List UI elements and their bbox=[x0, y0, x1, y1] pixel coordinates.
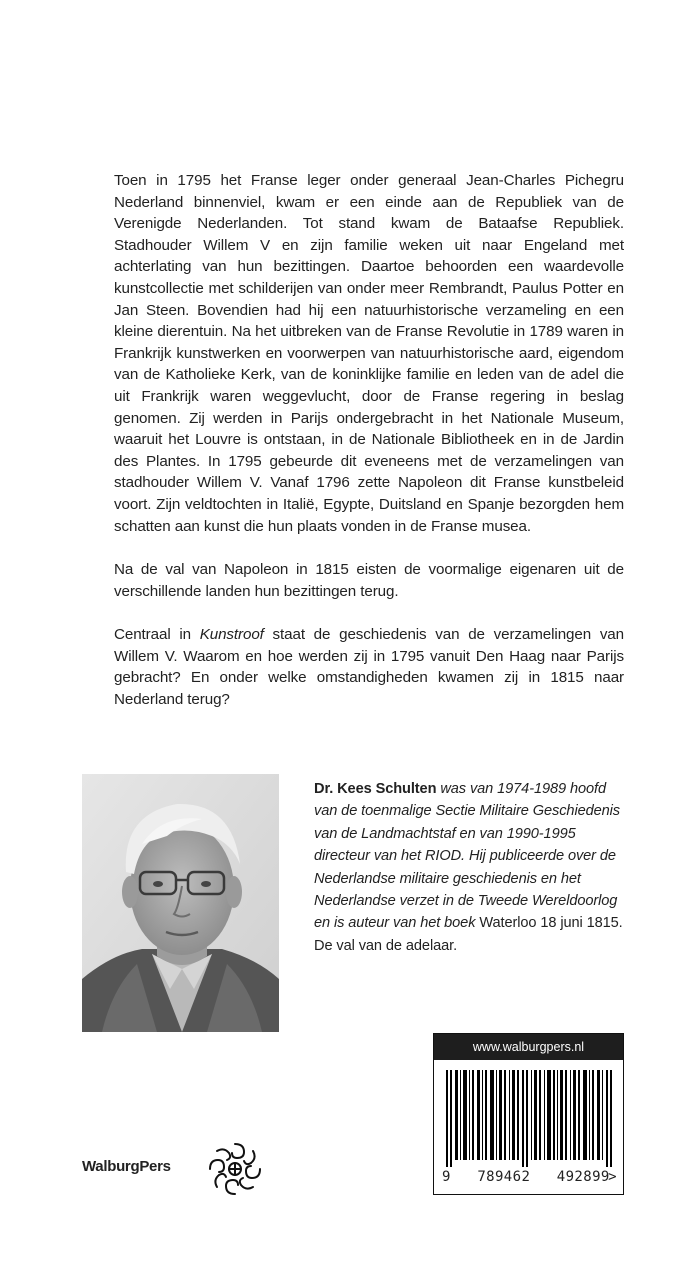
blurb-paragraph-2: Na de val van Napoleon in 1815 eisten de voormalige eigenaren uit de verschillende landen hun bezittingen terug. bbox=[114, 561, 624, 600]
walburgpers-monogram-icon bbox=[204, 1138, 266, 1200]
isbn-barcode-box bbox=[433, 1033, 624, 1195]
author-name: Dr. Kees Schulten bbox=[314, 781, 437, 797]
isbn-arrow: > bbox=[608, 1169, 617, 1185]
author-bio-text: was van 1974-1989 hoofd van de toenmalige Sectie Militaire Geschiedenis van de Landmachtstaf en van 1990-1995 directeur van het RIOD. Hij publiceerde over de Nederlandse militaire geschiedenis en het Nederlandse verzet in de Tweede Wereldoorlog en is auteur van het boek bbox=[314, 781, 620, 932]
blurb-p3-after: staat de geschiedenis van de verzamelingen van Willem V. Waarom en hoe werden zij in 1795 vanuit Den Haag naar Parijs gebracht? En onder welke omstandigheden kwamen zij in 1815 naar Nederland terug? bbox=[114, 626, 625, 709]
back-cover-blurb bbox=[114, 170, 624, 711]
author-portrait-image bbox=[82, 774, 279, 1032]
blurb-paragraph-1: Toen in 1795 het Franse leger onder generaal Jean-Charles Pichegru Nederland binnenviel, kwam er een einde aan de Republiek van de Verenigde Nederlanden. Tot stand kwam de Bataafse Republiek. Stadhouder Willem V en zijn familie weken uit naar Engeland met achterlating van hun bezittingen. Daartoe behoorden een waardevolle kunstcollectie met schilderijen van onder meer Rembrandt, Paulus Potter en Jan Steen. Bovendien had hij een natuurhistorische verzameling en een kleine dierentuin. Na het uitbreken van de Franse Revolutie in 1789 waren in Frankrijk kunstwerken en voorwerpen van natuurhistorische aard, eigendom van de Katholieke Kerk, van de koninklijke familie en leden van de adel die uit Frankrijk waren weggevlucht, door de Franse regering in beslag genomen. Zij werden in Parijs ondergebracht in het Nationale Museum, waaruit het Louvre is ontstaan, in de Nationale Bibliotheek en in de Jardin des Plantes. In 1795 gebeurde dit eveneens met de verzamelingen van stadhouder Willem V. Vanaf 1796 zette Napoleon dit Franse kunstbeleid voort. Zijn veldtochten in Italië, Egypte, Duitsland en Spanje bezorgden hem schatten aan kunst die hun plaats vonden in de Franse musea. bbox=[114, 172, 624, 535]
publisher-name: WalburgPers bbox=[82, 1158, 171, 1175]
barcode-icon bbox=[444, 1070, 615, 1167]
isbn-digits: 9 789462 492899 bbox=[442, 1169, 610, 1185]
book-title-kunstroof: Kunstroof bbox=[199, 626, 264, 644]
isbn-number bbox=[442, 1169, 617, 1187]
author-portrait bbox=[82, 774, 279, 1032]
author-book-title: Waterloo 18 juni 1815. De val van de adelaar. bbox=[314, 915, 623, 954]
blurb-paragraph-3 bbox=[114, 624, 624, 710]
publisher-url[interactable]: www.walburgpers.nl bbox=[434, 1034, 623, 1060]
author-bio bbox=[314, 778, 624, 957]
blurb-p3-before: Centraal in bbox=[114, 626, 200, 644]
